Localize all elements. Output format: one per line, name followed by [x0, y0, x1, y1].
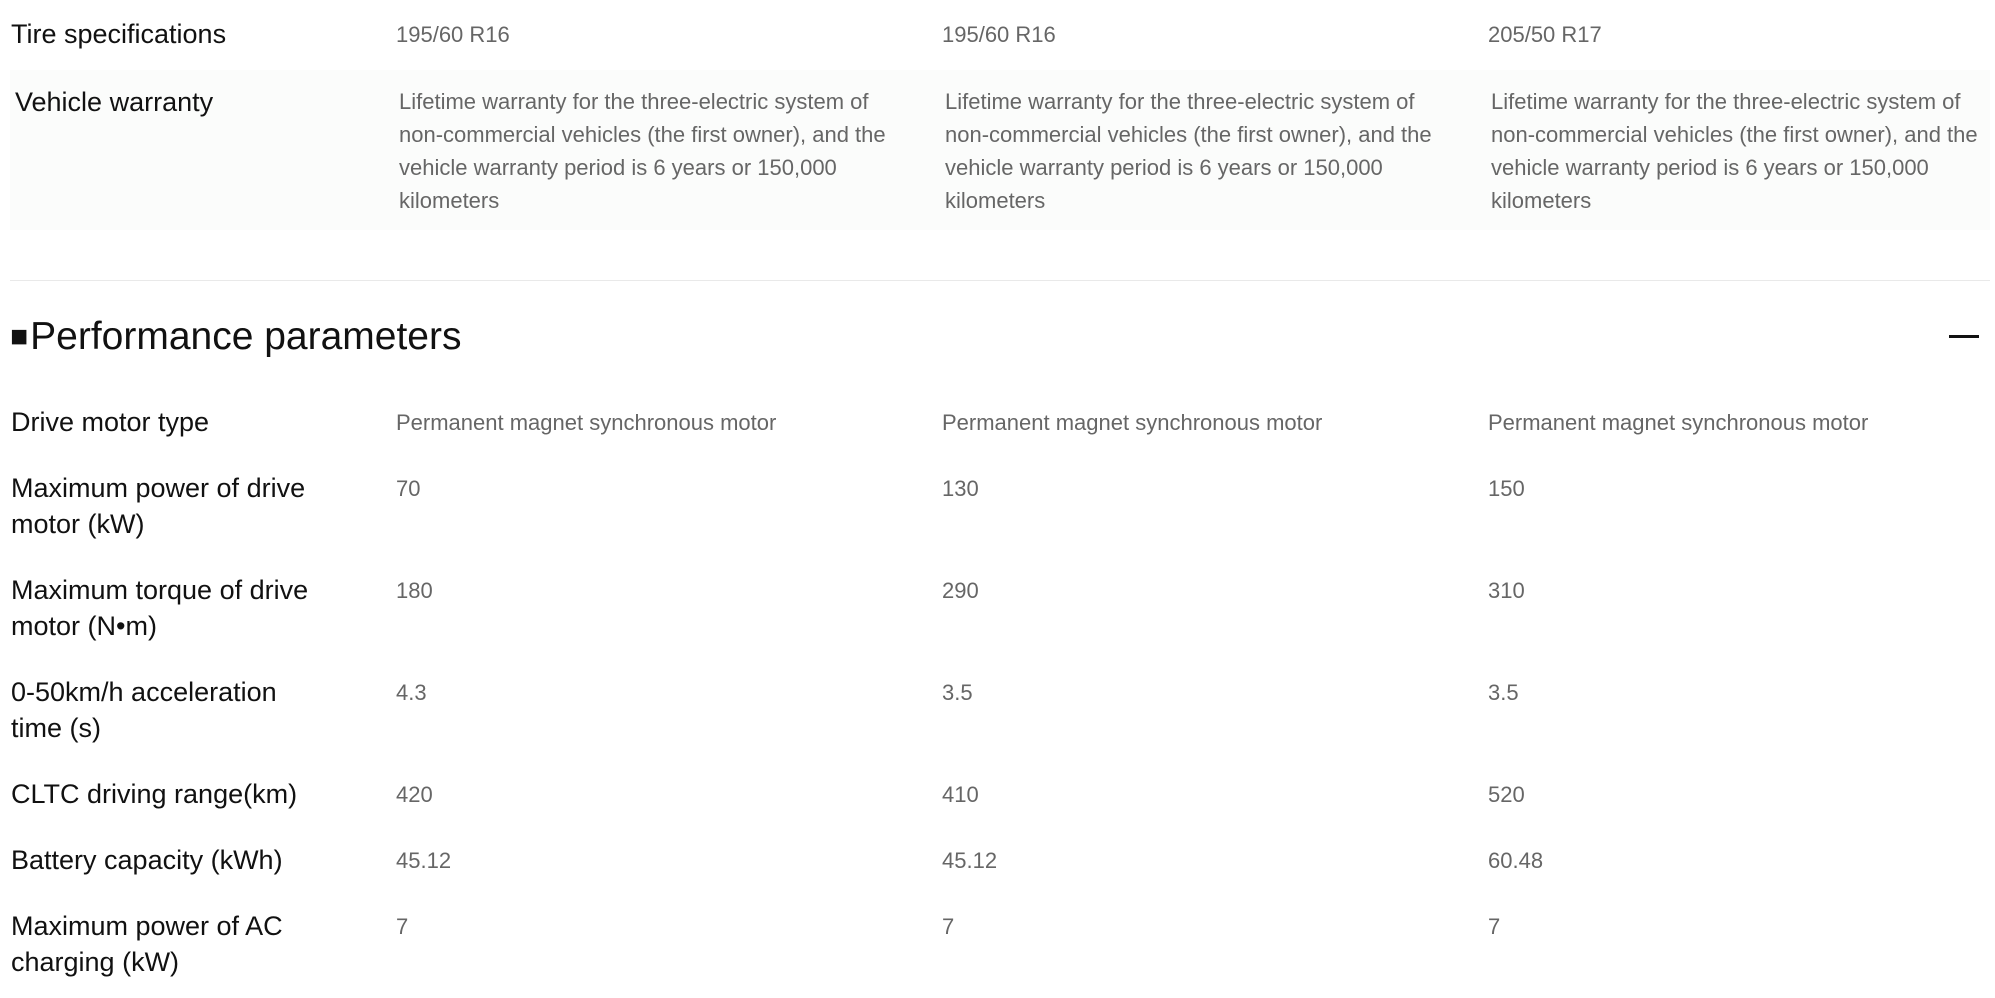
row-label: Vehicle warranty [15, 87, 214, 117]
section-divider [10, 280, 1990, 281]
row-label: Maximum power of AC charging (kW) [11, 911, 283, 977]
row-value: 45.12 [396, 848, 452, 873]
row-value: 310 [1488, 578, 1525, 603]
row-value: Lifetime warranty for the three-electric system of non-commercial vehicles (the first owner), and the vehicle warranty period is 6 years or 150,000 kilometers [399, 89, 886, 213]
section-title-text: Performance parameters [30, 315, 462, 358]
row-value: 195/60 R16 [396, 22, 510, 47]
spec-row-tire [10, 16, 1990, 56]
row-value: 130 [942, 476, 979, 501]
section-marker: ■ [10, 320, 29, 353]
row-value: 45.12 [942, 848, 998, 873]
row-value: 3.5 [1488, 680, 1519, 705]
row-label: Maximum power of drive motor (kW) [11, 473, 306, 539]
row-value: 520 [1488, 782, 1525, 807]
row-value: Lifetime warranty for the three-electric system of non-commercial vehicles (the first owner), and the vehicle warranty period is 6 years or 150,000 kilometers [1491, 89, 1978, 213]
row-value: 150 [1488, 476, 1525, 501]
spec-row [10, 776, 1990, 816]
spec-row [10, 842, 1990, 882]
spec-row [10, 674, 1990, 754]
row-label: CLTC driving range(km) [11, 779, 298, 809]
minus-icon [1949, 335, 1979, 338]
row-value: 70 [396, 476, 421, 501]
collapse-section-button[interactable] [1946, 318, 1982, 354]
row-value: 420 [396, 782, 433, 807]
row-value: 4.3 [396, 680, 427, 705]
row-value: Permanent magnet synchronous motor [942, 410, 1323, 435]
row-value: 410 [942, 782, 979, 807]
spec-row [10, 404, 1990, 454]
row-value: Lifetime warranty for the three-electric system of non-commercial vehicles (the first owner), and the vehicle warranty period is 6 years or 150,000 kilometers [945, 89, 1432, 213]
row-label: Battery capacity (kWh) [11, 845, 283, 875]
row-value: Permanent magnet synchronous motor [396, 410, 777, 435]
section-title [10, 312, 461, 362]
spec-row [10, 908, 1990, 988]
row-value: 180 [396, 578, 433, 603]
spec-row [10, 572, 1990, 652]
spec-row [10, 470, 1990, 550]
row-value: Permanent magnet synchronous motor [1488, 410, 1869, 435]
row-value: 7 [1488, 914, 1501, 939]
row-label: 0-50km/h acceleration time (s) [11, 677, 277, 743]
row-value: 195/60 R16 [942, 22, 1056, 47]
row-value: 7 [942, 914, 955, 939]
row-label: Maximum torque of drive motor (N•m) [11, 575, 309, 641]
spec-row-warranty [10, 84, 1990, 224]
row-value: 3.5 [942, 680, 973, 705]
row-value: 7 [396, 914, 409, 939]
row-value: 205/50 R17 [1488, 22, 1602, 47]
row-label: Tire specifications [11, 19, 227, 49]
row-label: Drive motor type [11, 407, 210, 437]
row-value: 60.48 [1488, 848, 1544, 873]
row-value: 290 [942, 578, 979, 603]
